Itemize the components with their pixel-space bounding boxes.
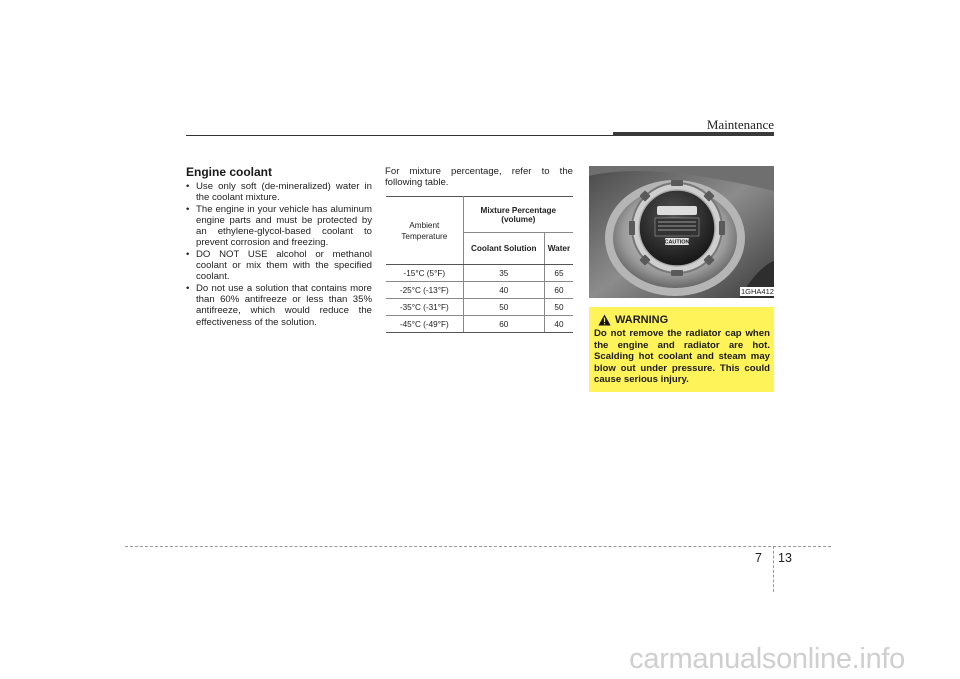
table-row: -35°C (-31°F) 50 50 [386,299,573,316]
list-item: • DO NOT USE alcohol or methanol coolant or mix them with the specified coolant. [186,248,372,283]
coolant-header: Coolant Solution [463,233,544,265]
footer-rule [125,546,831,547]
table-row: -15°C (5°F) 35 65 [386,265,573,282]
header-rule-accent [613,132,774,136]
list-item: • The engine in your vehicle has aluminum engine parts and must be protected by an ethylene-glycol-based coolant to prevent corrosion and freezing. [186,203,372,249]
list-item: • Do not use a solution that contains more than 60% antifreeze or less than 35% antifreeze, which would reduce the effectiveness of the solution. [186,282,372,328]
table-row: -25°C (-13°F) 40 60 [386,282,573,299]
figure-code: 1GHA412 [741,287,774,296]
bullet-icon: • [186,181,190,192]
water-header: Water [544,233,573,265]
footer-divider [773,546,774,592]
ambient-header: Ambient Temperature [386,197,463,265]
bullet-icon: • [186,203,190,215]
warning-text: Do not remove the radiator cap when the engine and radiator are hot. Scalding hot coolant and steam may blow out under pressure. This could cause serious injury. [594,328,770,386]
coolant-bullet-list [186,181,372,328]
table-row: -45°C (-49°F) 60 40 [386,316,573,333]
bullet-icon: • [186,248,190,260]
radiator-cap-photo [589,166,774,298]
engine-coolant-heading: Engine coolant [186,165,273,179]
page-number: 13 [778,551,792,565]
section-title: Maintenance [706,117,774,132]
warning-title: WARNING [615,314,669,326]
mixture-intro: For mixture percentage, refer to the following table. [385,166,573,189]
warning-triangle-icon [598,313,611,325]
bullet-icon: • [186,282,190,294]
list-item: • Use only soft (de-mineralized) water in the coolant mixture. [186,181,372,204]
mixture-header: Mixture Percentage (volume) [463,197,573,233]
watermark: carmanualsonline.info [629,643,905,675]
cap-caution-label: CAUTION [664,239,690,246]
mixture-table [386,196,573,333]
chapter-number: 7 [755,551,762,565]
